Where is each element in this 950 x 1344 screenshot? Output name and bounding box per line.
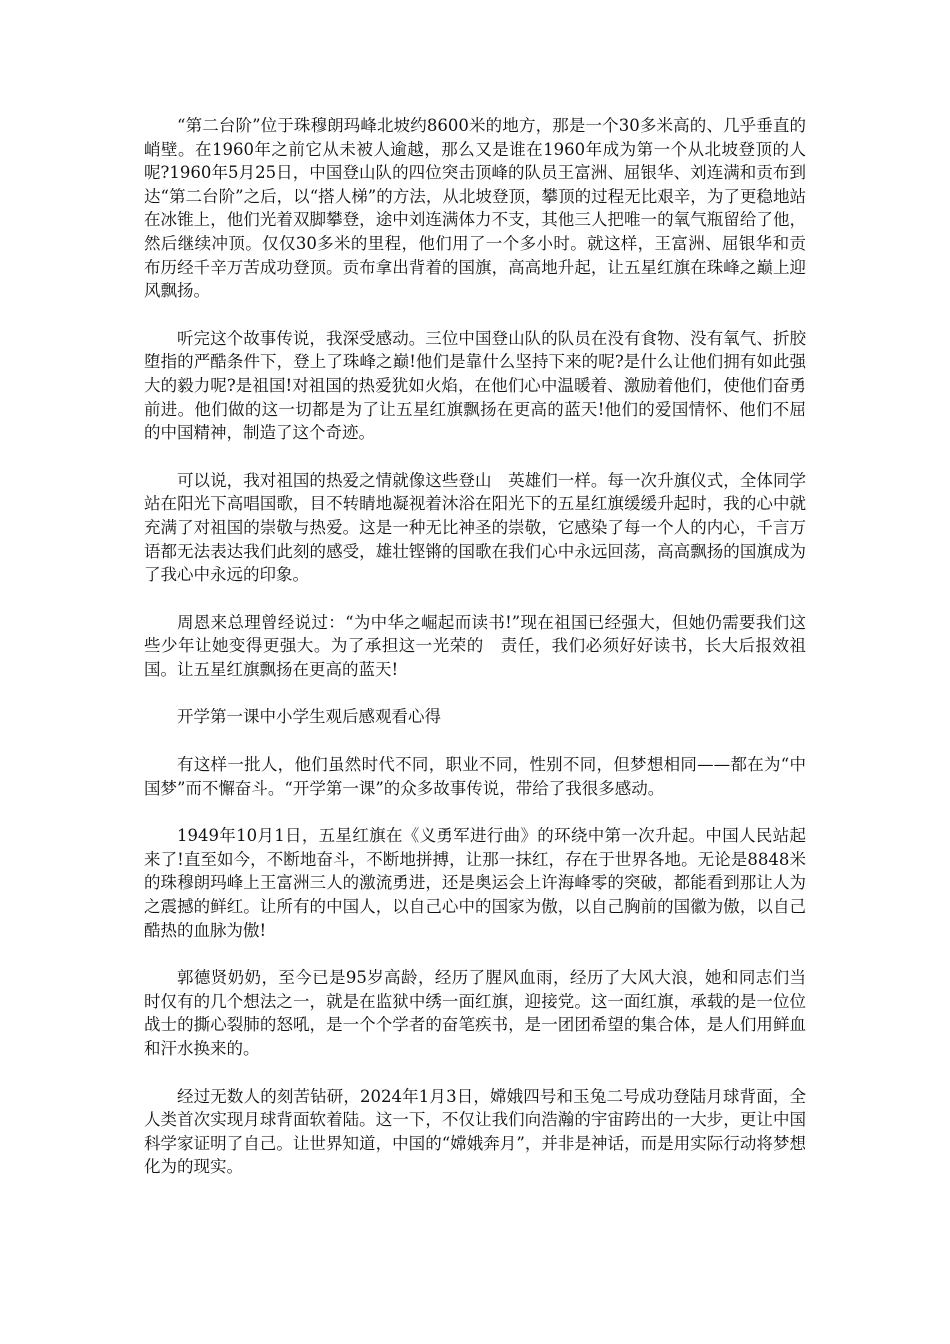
paragraph-guo-dexian: 郭德贤奶奶，至今已是95岁高龄，经历了腥风血雨，经历了大风大浪，她和同志们当时仅有的几个想法之一，就是在监狱中绣一面红旗，迎接党。这一面红旗，承载的是一位位战士的撕心裂肺的怒吼，是一个个学者的奋笔疾书，是一团团希望的集合体，是人们用鲜血和汗水换来的。 <box>144 968 806 1058</box>
paragraph-1949: 1949年10月1日，五星红旗在《义勇军进行曲》的环绕中第一次升起。中国人民站起来了!直至如今，不断地奋斗，不断地拼搏，让那一抹红，存在于世界各地。无论是8848米的珠穆朗玛峰上王富洲三人的激流勇进，还是奥运会上许海峰零的突破，都能看到那让人为之震撼的鲜红。让所有的中国人，以自己心中的国家为傲，以自己胸前的国徽为傲，以自己酷热的血脉为傲! <box>144 826 806 940</box>
paragraph-zhou-enlai: 周恩来总理曾经说过：“为中华之崛起而读书!”现在祖国已经强大，但她仍需要我们这些少年让她变得更强大。为了承担这一光荣的 责任，我们必须好好读书，长大后报效祖国。让五星红旗飘扬在更高的蓝天! <box>144 612 806 679</box>
paragraph-flag-raising: 可以说，我对祖国的热爱之情就像这些登山 英雄们一样。每一次升旗仪式，全体同学站在阳光下高唱国歌，目不转睛地凝视着沐浴在阳光下的五星红旗缓缓升起时，我的心中就充满了对祖国的崇敬与热爱。这是一种无比神圣的崇敬，它感染了每一个人的内心，千言万语都无法表达我们此刻的感受，雄壮铿锵的国歌在我们心中永远回荡，高高飘扬的国旗成为了我心中永远的印象。 <box>144 470 806 585</box>
section-heading: 开学第一课中小学生观后感观看心得 <box>177 707 441 727</box>
paragraph-change-e: 经过无数人的刻苦钻研，2024年1月3日，嫦娥四号和玉兔二号成功登陆月球背面，全人类首次实现月球背面软着陆。这一下，不仅让我们向浩瀚的宇宙跨出的一大步，更让中国科学家证明了自己。让世界知道，中国的“嫦娥奔月”，并非是神话，而是用实际行动将梦想化为的现实。 <box>144 1086 806 1177</box>
document-page <box>144 114 806 1203</box>
paragraph-chinese-dream: 有这样一批人，他们虽然时代不同，职业不同，性别不同，但梦想相同——都在为“中国梦”而不懈奋斗。“开学第一课”的众多故事传说，带给了我很多感动。 <box>144 755 806 798</box>
paragraph-second-step: “第二台阶”位于珠穆朗玛峰北坡约8600米的地方，那是一个30多米高的、几乎垂直的峭壁。在1960年之前它从未被人逾越，那么又是谁在1960年成为第一个从北坡登顶的人呢?1960年5月25日，中国登山队的四位突击顶峰的队员王富洲、屈银华、刘连满和贡布到达“第二台阶”之后，以“搭人梯”的方法，从北坡登顶，攀顶的过程无比艰辛，为了更稳地站在冰锥上，他们光着双脚攀登，途中刘连满体力不支，其他三人把唯一的氧气瓶留给了他，然后继续冲顶。仅仅30多米的里程，他们用了一个多小时。就这样，王富洲、屈银华和贡布历经千辛万苦成功登顶。贡布拿出背着的国旗，高高地升起，让五星红旗在珠峰之巅上迎风飘扬。 <box>144 116 806 301</box>
paragraph-moved: 听完这个故事传说，我深受感动。三位中国登山队的队员在没有食物、没有氧气、折胶堕指的严酷条件下，登上了珠峰之巅!他们是靠什么坚持下来的呢?是什么让他们拥有如此强大的毅力呢?是祖国!对祖国的热爱犹如火焰，在他们心中温暖着、激励着他们，使他们奋勇前进。他们做的这一切都是为了让五星红旗飘扬在更高的蓝天!他们的爱国情怀、他们不屈的中国精神，制造了这个奇迹。 <box>144 328 806 443</box>
